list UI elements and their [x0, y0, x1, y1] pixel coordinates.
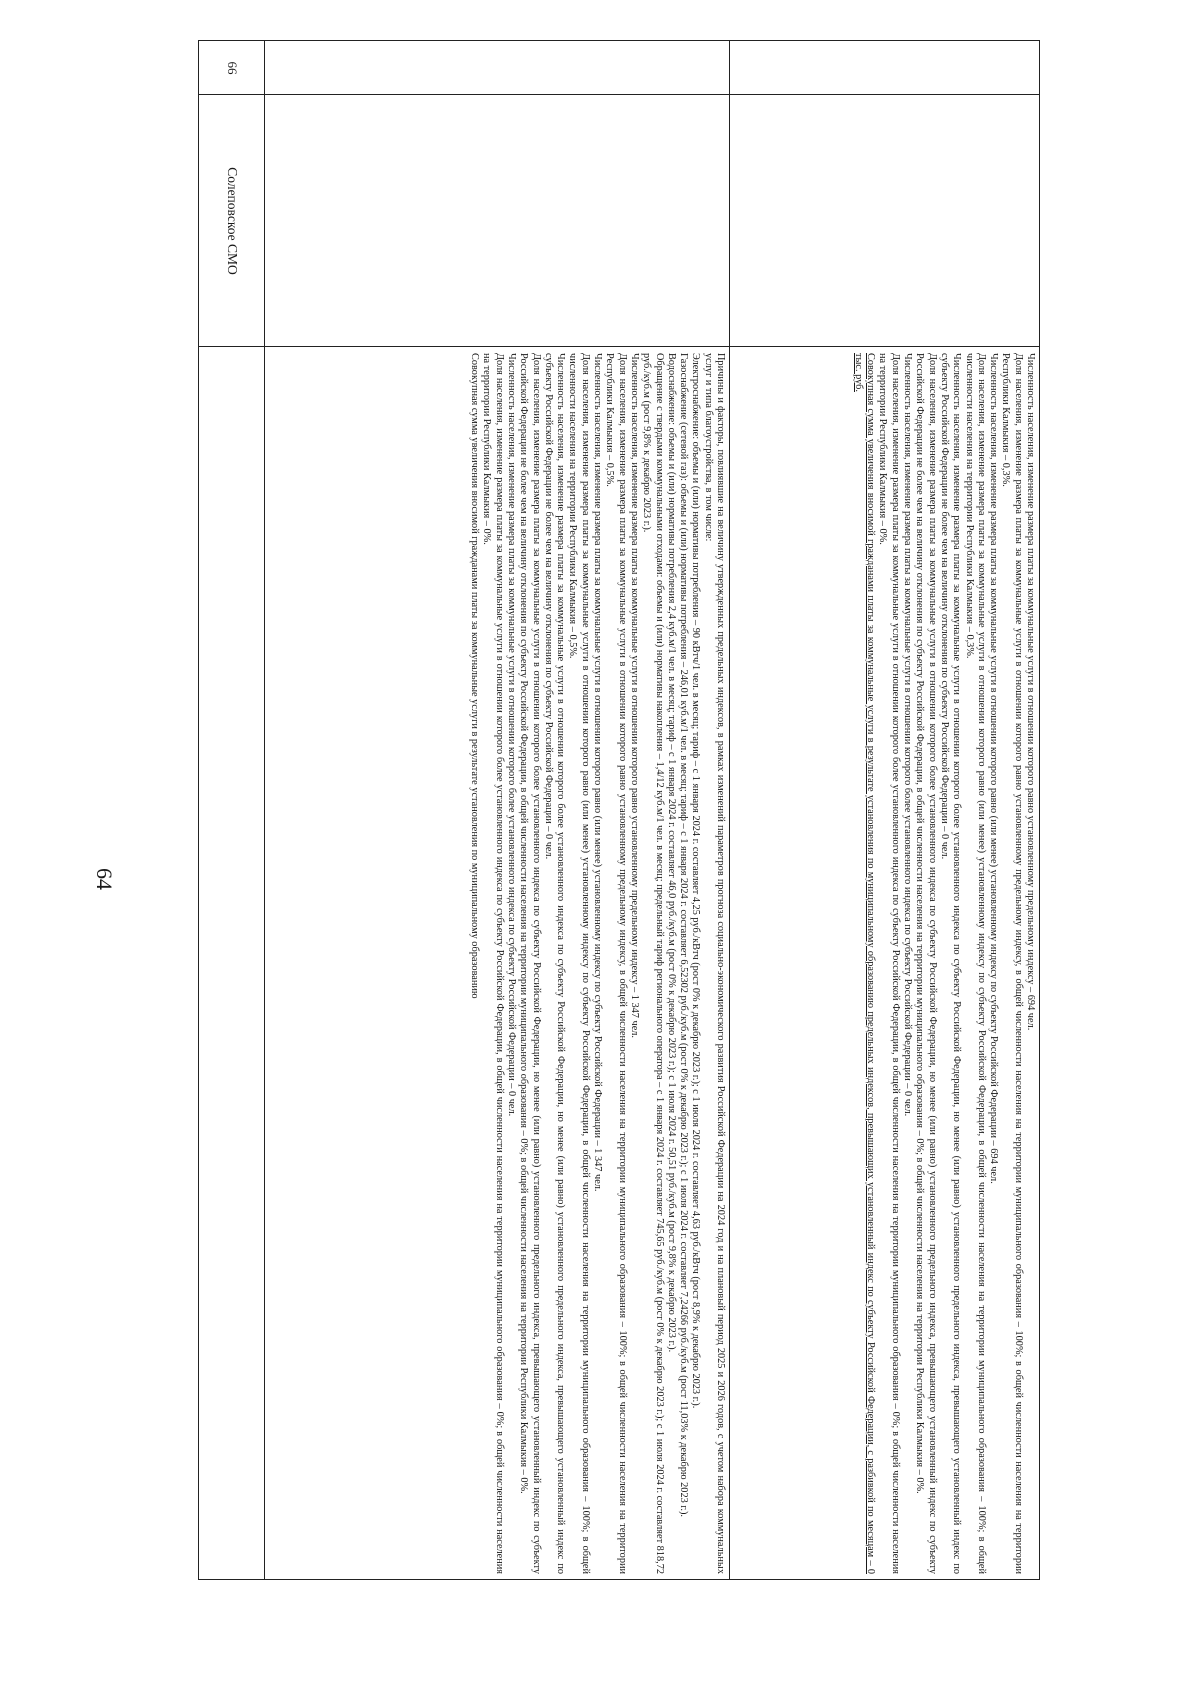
- paragraph: Доля населения, изменение размера платы за коммунальные услуги в отношении которого равно (или менее) установленному индексу по субъекту Российской Федерации, в общей численности населения на территории муниципального образования – 100%; в общей численности населения на территории Республики Калмыкия – 0,3%.: [963, 353, 987, 1574]
- paragraph: Совокупная сумма увеличения вносимой гражданами платы за коммунальные услуги в результате установления по муниципальному образованию: [469, 353, 481, 999]
- paragraph: Газоснабжение (сетевой газ): объемы и (или) нормативы потребления – 246,01 куб.м/1 чел. в месяц; тариф – с 1 января 2024 г. составляет 6,52302 руб./куб.м (рост 0% к декабрю 2023 г.); с 1 июля 2024 г. составляет 7,24266 руб./куб.м (рост 11,03% к декабрю 2023 г.).: [678, 353, 690, 1517]
- paragraph: Численность населения, изменение размера платы за коммунальные услуги в отношении которого равно (или менее) установленному индексу по субъекту Российской Федерации – 694 чел.: [988, 353, 1000, 1184]
- index-table: [198, 40, 1040, 1580]
- paragraph: Численность населения, изменение размера платы за коммунальные услуги в отношении которого равно установленному предельному индексу – 1 347 чел.: [628, 353, 640, 1038]
- table-row: [265, 41, 730, 1580]
- page-number: 64: [92, 868, 117, 890]
- paragraph: Обращение с твердыми коммунальными отходами: объемы и (или) нормативы накопления – 1,4/12 куб.м/1 чел. в месяц; предельный тариф регионального оператора – с 1 января 2024 г. составляет 745,65 руб./куб.м (рост 0% к декабрю 2023 г.); с 1 июля 2024 г. составляет 818,72 руб./куб.м (рост 9,8% к декабрю 2023 г.).: [641, 353, 665, 1574]
- paragraph: Доля населения, изменение размера платы за коммунальные услуги в отношении которого более установленного индекса по субъекту Российской Федерации, но менее (или равно) установленного предельного индекса, превышающего установленный индекс по субъекту Российской Федерации не более чем на величину отклонения по субъекту Российской Федерации, в общей численности населения на территории муниципального образования – 0%; в общей численности населения на территории Республики Калмыкия – 0%.: [914, 353, 938, 1574]
- row-number-cell: 66: [199, 41, 265, 95]
- description-cell: [265, 347, 730, 1580]
- paragraph: Численность населения, изменение размера платы за коммунальные услуги в отношении которого более установленного индекса по субъекту Российской Федерации, но менее (или равно) установленного предельного индекса, превышающего установленный индекс по субъекту Российской Федерации не более чем на величину отклонения по субъекту Российской Федерации – 0 чел.: [542, 353, 567, 1574]
- table-row: [199, 41, 265, 1580]
- municipality-cell: Солеповское СМО: [199, 95, 265, 347]
- rotated-table-wrapper: [195, 40, 1040, 1580]
- description-cell: [199, 347, 265, 1580]
- paragraph: Численность населения, изменение размера платы за коммунальные услуги в отношении которого равно (или менее) установленному индексу по субъекту Российской Федерации – 1 347 чел.: [592, 353, 604, 1192]
- description-cell: [730, 347, 1040, 1580]
- paragraph: Водоснабжение: объемы и (или) нормативы потребления 2,4 куб.м/1 чел. в месяц; тариф – с 1 января 2024 г. составляет 46,0 руб./куб.м (рост 0% к декабрю 2023 г.); с 1 июля 2024 г. 50,51 руб./куб.м (рост 9,8% к декабрю 2023 г.).: [665, 353, 677, 1353]
- paragraph: Доля населения, изменение размера платы за коммунальные услуги в отношении которого равно (или менее) установленному индексу по субъекту Российской Федерации, в общей численности населения на территории муниципального образования – 100%; в общей численности населения на территории Республики Калмыкия – 0,5%.: [567, 353, 591, 1574]
- row-number-cell: [265, 41, 730, 95]
- municipality-cell: [265, 95, 730, 347]
- paragraph: Доля населения, изменение размера платы за коммунальные услуги в отношении которого более установленного индекса по субъекту Российской Федерации, в общей численности населения на территории муниципального образования – 0%; в общей численности населения на территории Республики Калмыкия – 0%.: [877, 353, 901, 1574]
- paragraph: Причины и факторы, повлиявшие на величину утвержденных предельных индексов, в рамках изменений параметров прогноза социально-экономического развития Российской Федерации на 2024 год и на плановый период 2025 и 2026 годов, с учетом набора коммунальных услуг и типа благоустройства, в том числе:: [702, 353, 726, 1574]
- paragraph: Доля населения, изменение размера платы за коммунальные услуги в отношении которого более установленного индекса по субъекту Российской Федерации, но менее (или равно) установленного предельного индекса, превышающего установленный индекс по субъекту Российской Федерации не более чем на величину отклонения по субъекту Российской Федерации, в общей численности населения на территории муниципального образования – 0%; в общей численности населения на территории Республики Калмыкия – 0%.: [518, 353, 542, 1574]
- paragraph: Совокупная сумма увеличения вносимой гражданами платы за коммунальные услуги в результате установления по муниципальному образованию предельных индексов, превышающих установленный индекс по субъекту Российской Федерации, с разбивкой по месяцам – 0 тыс. руб.: [852, 353, 877, 1574]
- paragraph: Численность населения, изменение размера платы за коммунальные услуги в отношении которого равно установленному предельному индексу – 694 чел.: [1025, 353, 1036, 1031]
- paragraph: Численность населения, изменение размера платы за коммунальные услуги в отношении которого более установленного индекса по субъекту Российской Федерации, но менее (или равно) установленного предельного индекса, превышающего установленный индекс по субъекту Российской Федерации не более чем на величину отклонения по субъекту Российской Федерации – 0 чел.: [938, 353, 963, 1574]
- paragraph: Доля населения, изменение размера платы за коммунальные услуги в отношении которого равно установленному предельному индексу, в общей численности населения на территории муниципального образования – 100%; в общей численности населения на территории Республики Калмыкия – 0,5%.: [604, 353, 628, 1574]
- paragraph: Численность населения, изменение размера платы за коммунальные услуги в отношении которого более установленного индекса по субъекту Российской Федерации – 0 чел.: [505, 353, 517, 1117]
- paragraph: Доля населения, изменение размера платы за коммунальные услуги в отношении которого равно установленному предельному индексу, в общей численности населения на территории муниципального образования – 100%; в общей численности населения на территории Республики Калмыкия – 0,3%.: [1000, 353, 1024, 1574]
- municipality-cell: [730, 95, 1040, 347]
- paragraph: Доля населения, изменение размера платы за коммунальные услуги в отношении которого более установленного индекса по субъекту Российской Федерации, в общей численности населения на территории муниципального образования – 0%; в общей численности населения на территории Республики Калмыкия – 0%.: [481, 353, 505, 1574]
- table-row: [730, 41, 1040, 1580]
- row-number-cell: [730, 41, 1040, 95]
- paragraph: Электроснабжение: объемы и (или) нормативы потребления – 90 кВтч/1 чел. в месяц; тариф – с 1 января 2024 г. составляет 4,25 руб./кВтч (рост 0% к декабрю 2023 г.); с 1 июля 2024 г. составляет 4,63 руб./кВтч (рост 8,9% к декабрю 2023 г.).: [690, 353, 702, 1409]
- paragraph: Численность населения, изменение размера платы за коммунальные услуги в отношении которого более установленного индекса по субъекту Российской Федерации – 0 чел.: [902, 353, 914, 1117]
